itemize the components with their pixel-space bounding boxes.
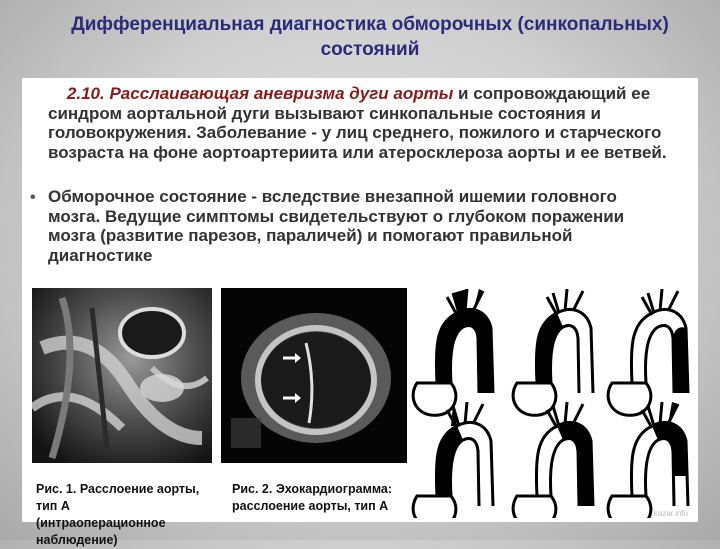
diagram-type-4: [413, 402, 493, 518]
diagram-type-3: [608, 289, 688, 415]
content-panel: [22, 78, 698, 547]
slide-title-line-2: состояний: [320, 39, 420, 60]
bullet-marker: •: [30, 189, 36, 206]
diagram-type-5: [513, 402, 593, 518]
diagram-type-2: [513, 289, 593, 415]
paragraph-lead: 2.10. Расслаивающая аневризма дуги аорты: [66, 84, 454, 103]
echocardiogram-image: [221, 288, 407, 463]
figure-2-caption: [232, 481, 412, 515]
figure-1-caption: [36, 481, 216, 549]
paragraph-syncope: [30, 187, 668, 265]
paragraph-body: сопровождающий ее синдром аортальной дуги вызывают синкопальные состояния и головокружения. Заболевание - у лиц среднего, пожилого и старческого возраста на фоне аортоартериита или атеросклероза аорты и ее ветвей.: [48, 84, 667, 162]
figure-2-caption-line-1: Рис. 2. Эхокардиограмма:: [232, 482, 393, 496]
paragraph-conjunction: и: [458, 84, 469, 103]
intraoperative-photo-image: [32, 288, 212, 463]
diagram-type-1: [413, 289, 493, 415]
figure-1-caption-line-2: (интраоперационное наблюдение): [36, 516, 166, 547]
figure-1-caption-line-1: Рис. 1. Расслоение аорты, тип А: [36, 482, 200, 513]
diagram-type-6: [608, 402, 688, 518]
slide-title-line-1: Дифференциальная диагностика обморочных (синкопальных): [71, 14, 669, 35]
slide-title: [40, 12, 700, 62]
figure-2-caption-line-2: расслоение аорты, тип А: [232, 499, 389, 513]
intraoperative-photo: [32, 288, 212, 463]
watermark: kazar.info: [653, 509, 688, 518]
paragraph-aneurysm: [48, 84, 668, 162]
echocardiogram-picture: [221, 288, 407, 463]
paragraph-syncope-text: Обморочное состояние - вследствие внезапной ишемии головного мозга. Ведущие симптомы свидетельствуют о глубоком поражении мозга (развитие парезов, параличей) и помогают правильной диагностике: [48, 187, 625, 265]
aortic-dissection-diagrams: [402, 278, 692, 518]
